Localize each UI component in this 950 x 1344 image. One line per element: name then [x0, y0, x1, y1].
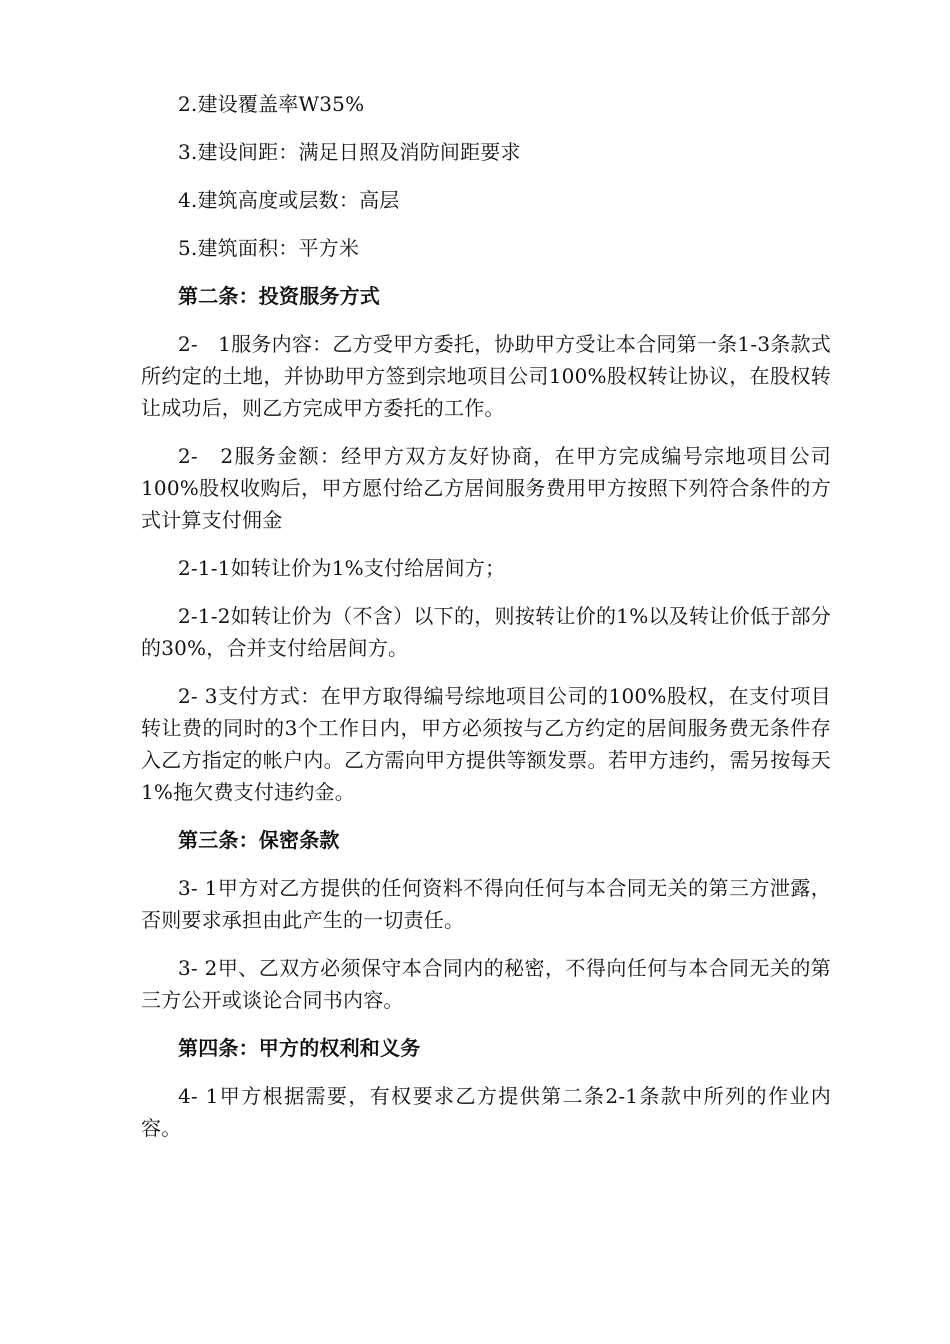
clause-confidentiality-1: 3- 1甲方对乙方提供的任何资料不得向任何与本合同无关的第三方泄露，否则要求承担由此产生的一切责任。	[141, 876, 831, 932]
section-heading-investment-service: 第二条：投资服务方式	[178, 284, 380, 308]
clause-confidentiality-2: 3- 2甲、乙双方必须保守本合同内的秘密，不得向任何与本合同无关的第三方公开或谈论合同书内容。	[141, 956, 831, 1012]
item-building-area: 5.建筑面积：平方米	[178, 236, 360, 260]
item-coverage-rate: 2.建设覆盖率W35%	[178, 92, 365, 116]
item-building-spacing: 3.建设间距：满足日照及消防间距要求	[178, 140, 521, 164]
clause-party-a-rights-1: 4- 1甲方根据需要，有权要求乙方提供第二条2-1条款中所列的作业内容。	[141, 1084, 831, 1140]
clause-commission-rate-1: 2-1-1如转让价为1%支付给居间方；	[178, 556, 506, 580]
section-heading-party-a-rights: 第四条：甲方的权利和义务	[178, 1036, 421, 1060]
item-building-height: 4.建筑高度或层数：高层	[178, 188, 400, 212]
clause-commission-rate-2: 2-1-2如转让价为（不含）以下的，则按转让价的1%以及转让价低于部分的30%，合并支付给居间方。	[141, 604, 831, 660]
clause-payment-method: 2- 3支付方式：在甲方取得编号综地项目公司的100%股权，在支付项目转让费的同时的3个工作日内，甲方必须按与乙方约定的居间服务费无条件存入乙方指定的帐户内。乙方需向甲方提供等额发票。若甲方违约，需另按每天1%拖欠费支付违约金。	[141, 684, 831, 804]
document-page	[141, 88, 831, 1160]
clause-service-content: 2- 1服务内容：乙方受甲方委托，协助甲方受让本合同第一条1-3条款式所约定的土地，并协助甲方签到宗地项目公司100%股权转让协议，在股权转让成功后，则乙方完成甲方委托的工作。	[141, 332, 831, 420]
section-heading-confidentiality: 第三条：保密条款	[178, 828, 340, 852]
clause-service-amount: 2- 2服务金额：经甲方双方友好协商，在甲方完成编号宗地项目公司100%股权收购后，甲方愿付给乙方居间服务费用甲方按照下列符合条件的方式计算支付佣金	[141, 444, 831, 532]
